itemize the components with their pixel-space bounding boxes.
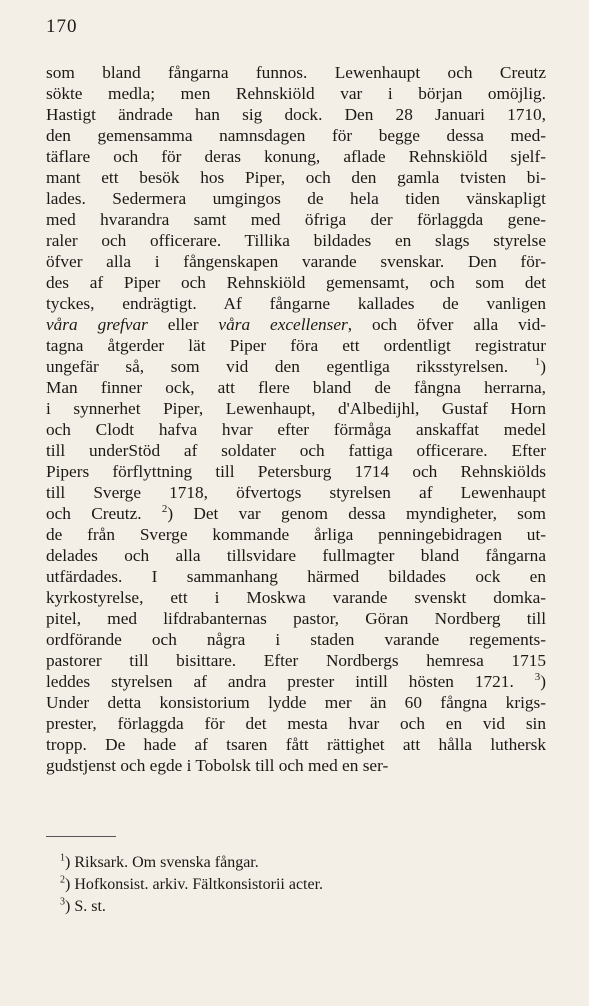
text-segment: kyrkostyrelse, ett i Moskwa varande svenskt domka- <box>46 588 546 607</box>
text-segment: Pipers förflyttning till Petersburg 1714 och Rehnskiölds <box>46 462 546 481</box>
footnote-paren: ) <box>65 876 75 893</box>
text-line <box>46 293 546 314</box>
footnote-mark: 2 <box>60 874 65 886</box>
text-segment: utfärdades. I sammanhang härmed bildades ock en <box>46 567 546 586</box>
text-line <box>46 314 546 335</box>
text-segment: de från Sverge kommande årliga penningebidragen ut- <box>46 525 546 544</box>
text-segment: öfver alla i fångenskapen varande svenskar. Den för- <box>46 252 546 271</box>
text-line <box>46 188 546 209</box>
text-segment: ) <box>540 357 546 376</box>
footnote <box>60 896 540 918</box>
text-line <box>46 503 546 524</box>
text-segment: Under detta konsistorium lydde mer än 60 fångna krigs- <box>46 693 546 712</box>
footnote-ref: 3 <box>534 671 541 684</box>
text-line <box>46 482 546 503</box>
text-line <box>46 335 546 356</box>
text-line <box>46 146 546 167</box>
text-segment: mant ett besök hos Piper, och den gamla tvisten bi- <box>46 168 546 187</box>
footnotes <box>60 852 540 918</box>
text-segment: den gemensamma namnsdagen för begge dessa med- <box>46 126 546 145</box>
text-segment: prester, förlaggda för det mesta hvar och en vid sin <box>46 714 546 733</box>
footnote-mark: 1 <box>60 852 65 864</box>
text-line <box>46 524 546 545</box>
text-segment: ) Det var genom dessa myndigheter, som <box>167 504 546 523</box>
text-segment: tyckes, endrägtigt. Af fångarne kallades de vanligen <box>46 294 546 313</box>
text-segment: med hvarandra samt med öfriga der förlaggda gene- <box>46 210 546 229</box>
text-line <box>46 629 546 650</box>
text-line <box>46 398 546 419</box>
footnote <box>60 874 540 896</box>
footnote-mark: 3 <box>60 896 65 908</box>
text-line <box>46 230 546 251</box>
text-segment: raler och officerare. Tillika bildades en slags styrelse <box>46 231 546 250</box>
body-text <box>46 62 546 776</box>
text-segment: som bland fångarna funnos. Lewenhaupt och Creutz <box>46 63 546 82</box>
text-segment: och Creutz. <box>46 504 162 523</box>
text-line <box>46 419 546 440</box>
text-line <box>46 251 546 272</box>
footnote-text: S. st. <box>74 898 106 915</box>
text-segment: Hastigt ändrade han sig dock. Den 28 Januari 1710, <box>46 105 546 124</box>
text-line <box>46 671 546 692</box>
text-segment: pitel, med lifdrabanternas pastor, Göran Nordberg till <box>46 609 546 628</box>
text-line <box>46 62 546 83</box>
text-segment: tagna åtgerder lät Piper föra ett ordentligt registratur <box>46 336 546 355</box>
text-segment: Man finner ock, att flere bland de fångna herrarna, <box>46 378 546 397</box>
text-line <box>46 272 546 293</box>
text-segment: gudstjenst och egde i Tobolsk till och med en ser- <box>46 756 389 775</box>
text-segment: tropp. De hade af tsaren fått rättighet att hålla luthersk <box>46 735 546 754</box>
footnote <box>60 852 540 874</box>
text-line <box>46 83 546 104</box>
text-segment: delades och alla tillsvidare fullmagter bland fångarna <box>46 546 546 565</box>
text-line <box>46 356 546 377</box>
text-segment: i synnerhet Piper, Lewenhaupt, d'Albedijhl, Gustaf Horn <box>46 399 546 418</box>
text-segment: eller <box>147 315 219 334</box>
text-segment: sökte medla; men Rehnskiöld var i början omöjlig. <box>46 84 546 103</box>
text-segment: ) <box>540 672 546 691</box>
text-line <box>46 566 546 587</box>
footnote-rule <box>46 836 116 837</box>
footnote-paren: ) <box>65 854 75 871</box>
text-line <box>46 167 546 188</box>
text-segment: leddes styrelsen af andra prester intill hösten 1721. <box>46 672 535 691</box>
text-line <box>46 692 546 713</box>
footnote-ref: 2 <box>161 503 168 516</box>
footnote-text: Hofkonsist. arkiv. Fältkonsistorii acter. <box>74 876 324 893</box>
text-segment: lades. Sedermera umgingos de hela tiden vänskapligt <box>46 189 546 208</box>
page-number: 170 <box>46 16 78 37</box>
text-line <box>46 608 546 629</box>
text-line <box>46 104 546 125</box>
text-line <box>46 545 546 566</box>
text-line <box>46 587 546 608</box>
text-line <box>46 461 546 482</box>
text-line <box>46 650 546 671</box>
text-segment: täflare och för deras konung, aflade Rehnskiöld sjelf- <box>46 147 546 166</box>
text-segment: , och öfver alla vid- <box>347 315 546 334</box>
text-line <box>46 125 546 146</box>
footnote-ref: 1 <box>534 356 541 369</box>
italic-text: våra excellenser <box>218 315 348 334</box>
text-segment: des af Piper och Rehnskiöld gemensamt, och som det <box>46 273 546 292</box>
text-line <box>46 734 546 755</box>
italic-text: våra grefvar <box>46 315 148 334</box>
text-segment: och Clodt hafva hvar efter förmåga anskaffat medel <box>46 420 546 439</box>
text-line <box>46 377 546 398</box>
text-segment: ordförande och några i staden varande regements- <box>46 630 546 649</box>
text-segment: till Sverge 1718, öfvertogs styrelsen af Lewenhaupt <box>46 483 546 502</box>
footnote-paren: ) <box>65 898 75 915</box>
text-line <box>46 755 546 776</box>
text-line <box>46 440 546 461</box>
text-line <box>46 713 546 734</box>
text-segment: till underStöd af soldater och fattiga officerare. Efter <box>46 441 546 460</box>
text-segment: pastorer till bisittare. Efter Nordbergs hemresa 1715 <box>46 651 546 670</box>
text-line <box>46 209 546 230</box>
text-segment: ungefär så, som vid den egentliga riksstyrelsen. <box>46 357 535 376</box>
footnote-text: Riksark. Om svenska fångar. <box>74 854 259 871</box>
